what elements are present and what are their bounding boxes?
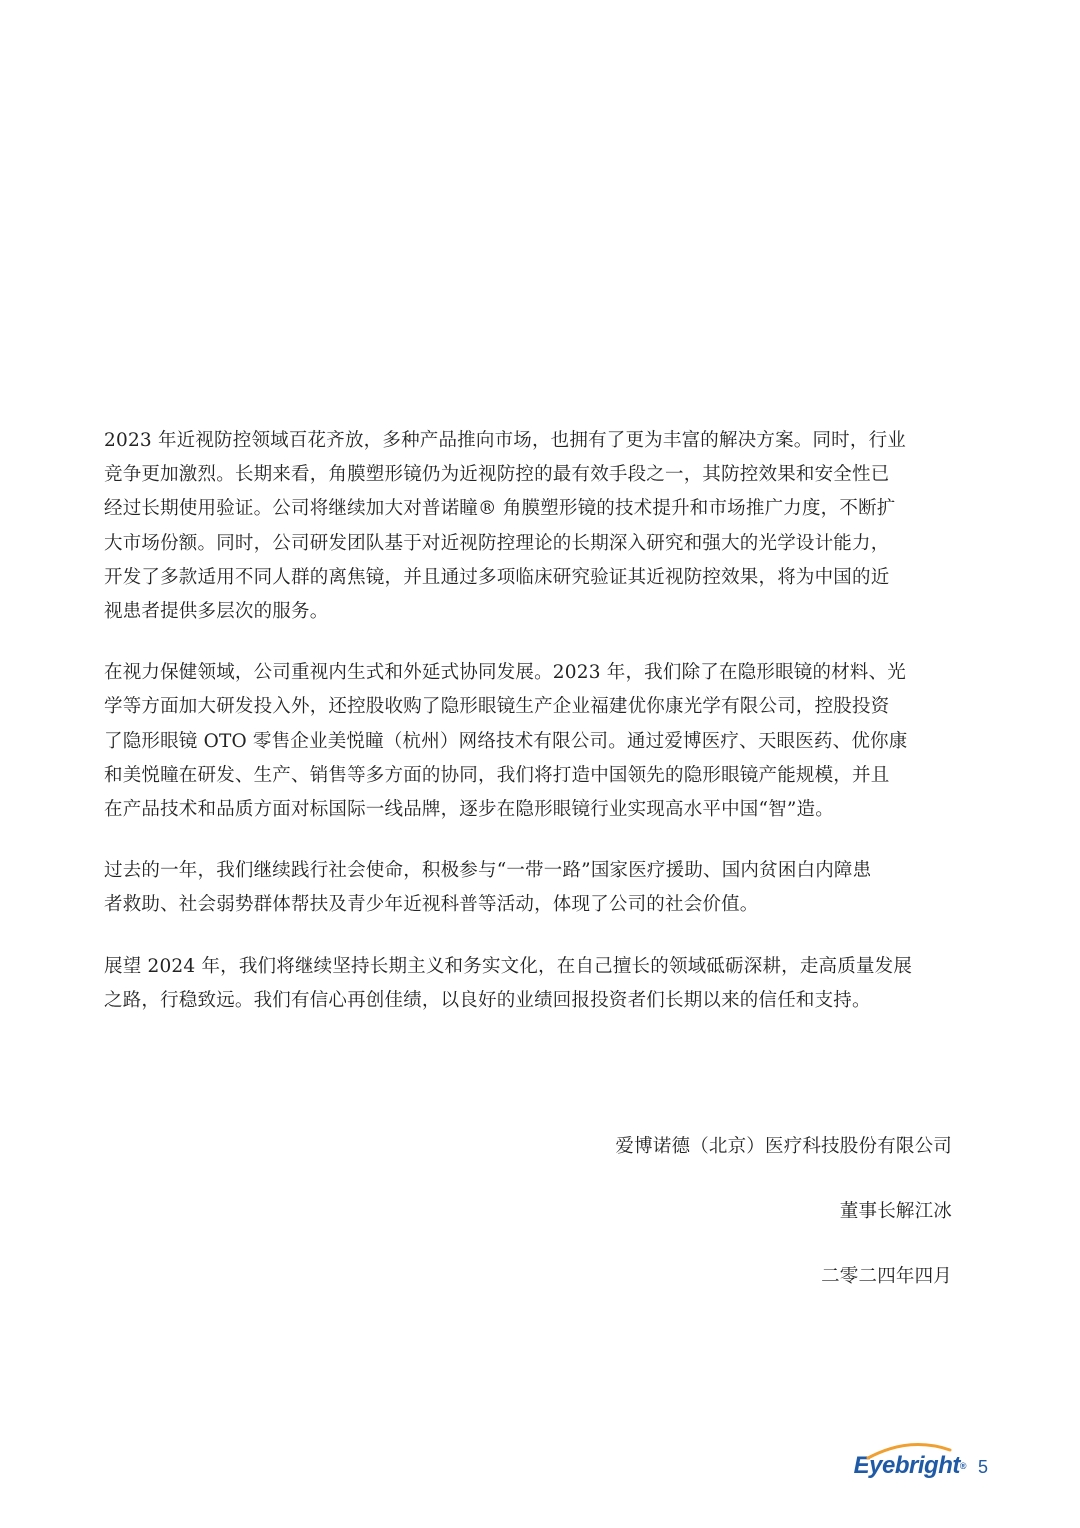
paragraph-social-mission: 过去的一年，我们继续践行社会使命，积极参与“一带一路”国家医疗援助、国内贫困白内障患 者救助、社会弱势群体帮扶及青少年近视科普等活动，体现了公司的社会价值。 <box>104 860 872 916</box>
paragraph-outlook: 展望 2024 年，我们将继续坚持长期主义和务实文化，在自己擅长的领域砥砺深耕，走高质量发展 之路，行稳致远。我们有信心再创佳绩，以良好的业绩回报投资者们长期以来的信任和支持。 <box>104 955 913 1011</box>
eyebright-logo <box>854 1452 966 1480</box>
page-footer <box>854 1430 988 1480</box>
paragraph-vision-care: 在视力保健领域，公司重视内生式和外延式协同发展。2023 年，我们除了在隐形眼镜的材料、光 学等方面加大研发投入外，还控股收购了隐形眼镜生产企业福建优你康光学有限公司，控股投资 了隐形眼镜 OTO 零售企业美悦瞳（杭州）网络技术有限公司。通过爱博医疗、天眼医药、优你康 和美悦瞳在研发、生产、销售等多方面的协同，我们将打造中国领先的隐形眼镜产能规模，并且 在产品技术和品质方面对标国际一线品牌，逐步在隐形眼镜行业实现高水平中国“智”造。 <box>104 662 908 821</box>
logo-text: Eyebright <box>853 1452 960 1479</box>
logo-arc-icon <box>866 1440 952 1460</box>
letter-body <box>104 424 952 1045</box>
signature-date: 二零二四年四月 <box>821 1266 952 1287</box>
page-number: 5 <box>977 1457 988 1477</box>
signature-company: 爱博诺德（北京）医疗科技股份有限公司 <box>615 1136 952 1157</box>
paragraph-myopia-control: 2023 年近视防控领域百花齐放，多种产品推向市场，也拥有了更为丰富的解决方案。同时，行业 竞争更加激烈。长期来看，角膜塑形镜仍为近视防控的最有效手段之一，其防控效果和安全性已 经过长期使用验证。公司将继续加大对普诺瞳® 角膜塑形镜的技术提升和市场推广力度，不断扩 大市场份额。同时，公司研发团队基于对近视防控理论的长期深入研究和强大的光学设计能力， 开发了多款适用不同人群的离焦镜，并且通过多项临床研究验证其近视防控效果，将为中国的近 视患者提供多层次的服务。 <box>104 430 906 623</box>
signature-block <box>615 1130 952 1325</box>
signature-title: 董事长解江冰 <box>839 1201 952 1222</box>
logo-registered-mark: ® <box>959 1461 966 1471</box>
